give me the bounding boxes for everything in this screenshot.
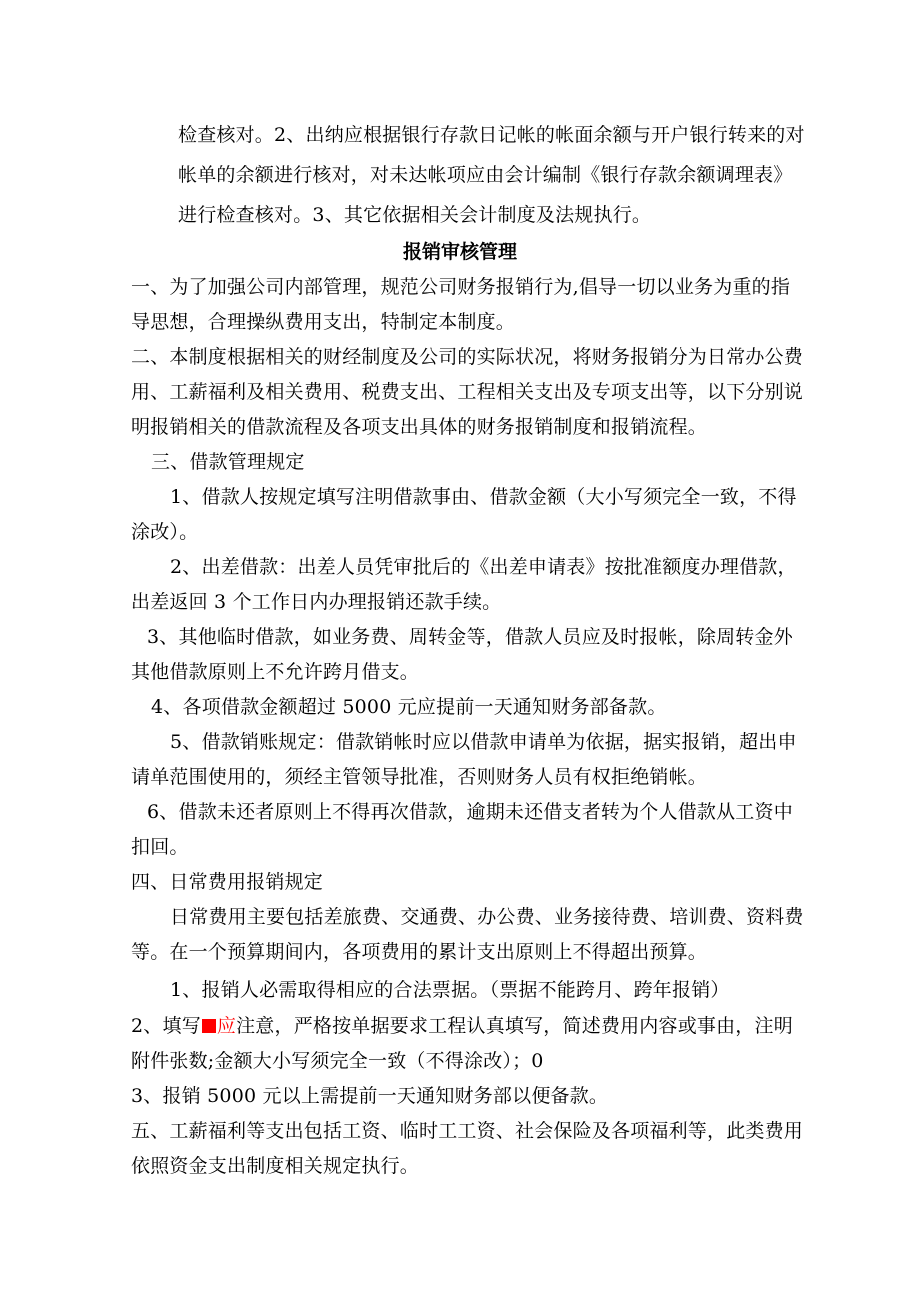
sec2-line-2: 用、工薪福利及相关费用、税费支出、工程相关支出及专项支出等，以下分别说 — [131, 381, 804, 403]
sec4-item3: 3、报销 5000 元以上需提前一天通知财务部以便备款。 — [131, 1085, 609, 1107]
sec2-line-1: 二、本制度根据相关的财经制度及公司的实际状况，将财务报销分为日常办公费 — [131, 346, 804, 368]
sec4-para-line-1: 日常费用主要包括差旅费、交通费、办公费、业务接待费、培训费、资料费 — [170, 906, 804, 928]
sec4-item2-rest: 注意，严格按单据要求工程认真填写，简述费用内容或事由，注明 — [236, 1015, 793, 1037]
sec3-item3-line-1: 3、其他临时借款，如业务费、周转金等，借款人员应及时报帐，除周转金外 — [147, 626, 793, 648]
sec5-line-1: 五、工薪福利等支出包括工资、临时工工资、社会保险及各项福利等，此类费用 — [131, 1120, 804, 1142]
sec3-item1-line-1: 1、借款人按规定填写注明借款事由、借款金额（大小写须完全一致，不得 — [170, 486, 797, 508]
sec3-heading: 三、借款管理规定 — [151, 451, 305, 473]
intro-line-3: 进行检查核对。3、其它依据相关会计制度及法规执行。 — [178, 204, 652, 226]
sec4-item2-prefix: 2、填写 — [131, 1015, 201, 1037]
sec4-para-line-2: 等。在一个预算期间内，各项费用的累计支出原则上不得超出预算。 — [131, 941, 708, 963]
sec4-item2-line-2: 附件张数;金额大小写须完全一致（不得涂改）；0 — [131, 1050, 544, 1072]
sec3-item5-line-1: 5、借款销账规定：借款销帐时应以借款申请单为依据，据实报销，超出申 — [170, 731, 797, 753]
sec3-item6-line-1: 6、借款未还者原则上不得再次借款，逾期未还借支者转为个人借款从工资中 — [147, 801, 793, 823]
sec3-item5-line-2: 请单范围使用的，须经主管领导批准，否则财务人员有权拒绝销帐。 — [131, 766, 708, 788]
sec4-item1: 1、报销人必需取得相应的合法票据。（票据不能跨月、跨年报销） — [170, 979, 730, 1001]
sec1-line-1: 一、为了加强公司内部管理，规范公司财务报销行为,倡导一切以业务为重的指 — [131, 276, 791, 298]
sec3-item3-line-2: 其他借款原则上不允许跨月借支。 — [131, 661, 420, 683]
sec3-item4: 4、各项借款金额超过 5000 元应提前一天通知财务部备款。 — [151, 696, 667, 718]
sec3-item2-line-1: 2、出差借款：出差人员凭审批后的《出差申请表》按批准额度办理借款， — [170, 556, 797, 578]
sec3-item2-line-2: 出差返回 3 个工作日内办理报销还款手续。 — [131, 591, 502, 613]
sec4-item2-red-text: 应 — [216, 1015, 237, 1037]
intro-line-1: 检查核对。2、出纳应根据银行存款日记帐的帐面余额与开户银行转来的对 — [178, 124, 805, 146]
section-title: 报销审核管理 — [403, 241, 518, 263]
sec4-heading: 四、日常费用报销规定 — [131, 871, 324, 893]
intro-line-2: 帐单的余额进行核对，对未达帐项应由会计编制《银行存款余额调理表》 — [178, 164, 793, 186]
sec2-line-3: 明报销相关的借款流程及各项支出具体的财务报销制度和报销流程。 — [131, 416, 708, 438]
sec1-line-2: 导思想，合理操纵费用支出，特制定本制度。 — [131, 311, 516, 333]
sec4-item2-line-1 — [131, 1014, 793, 1038]
sec3-item1-line-2: 涂改）。 — [131, 521, 199, 543]
red-square-icon — [202, 1019, 216, 1033]
sec5-line-2: 依照资金支出制度相关规定执行。 — [131, 1155, 420, 1177]
sec3-item6-line-2: 扣回。 — [131, 836, 189, 858]
